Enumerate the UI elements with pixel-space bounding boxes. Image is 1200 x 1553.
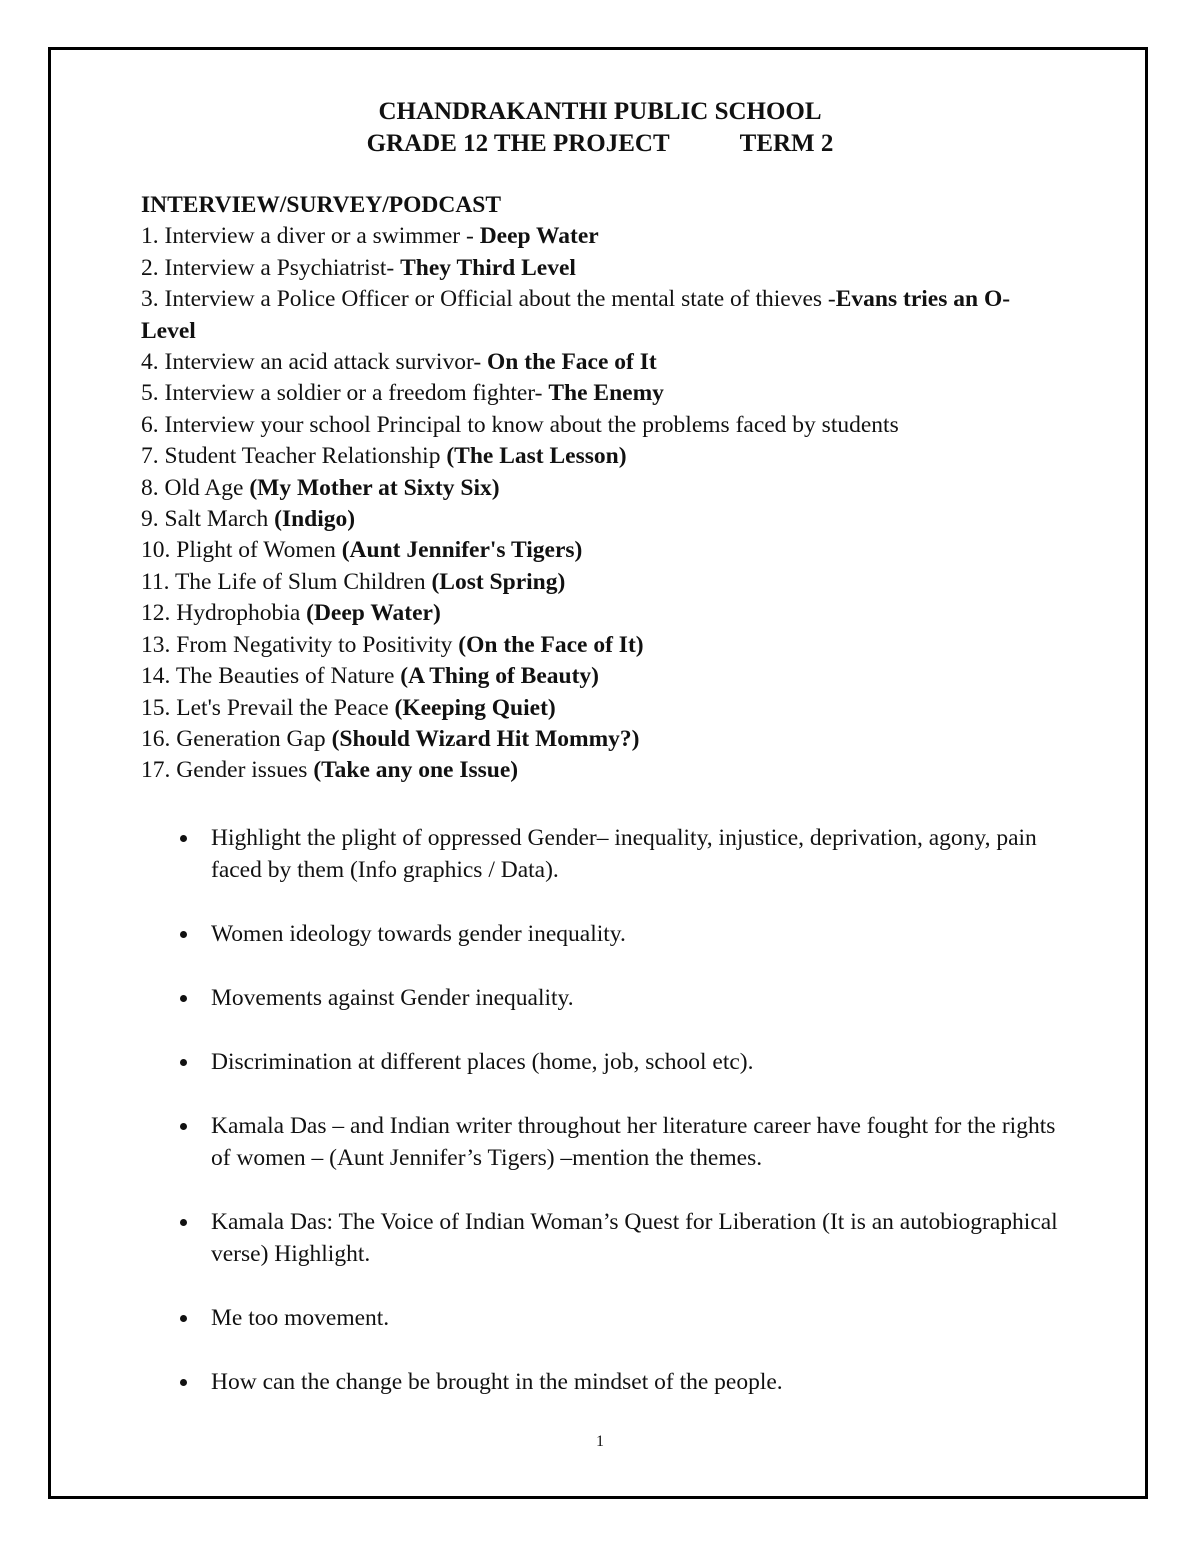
list-item: 3. Interview a Police Officer or Official about the mental state of thieves -Evans tries an O- Level: [141, 286, 1011, 344]
list-item: 13. From Negativity to Positivity (On the Face of It): [141, 631, 644, 658]
document-header: [0, 96, 1200, 160]
grade-line: [0, 128, 1200, 160]
list-item: 5. Interview a soldier or a freedom fighter- The Enemy: [141, 380, 664, 407]
grade-title: GRADE 12 THE PROJECT: [366, 130, 670, 157]
bullet-item: Me too movement.: [141, 1302, 1071, 1334]
list-item: 6. Interview your school Principal to know about the problems faced by students: [141, 411, 899, 438]
list-item: 17. Gender issues (Take any one Issue): [141, 757, 519, 784]
list-item: 1. Interview a diver or a swimmer - Deep Water: [141, 223, 599, 250]
page-number: 1: [596, 1433, 604, 1450]
bullet-icon: [180, 1059, 187, 1066]
list-item: 4. Interview an acid attack survivor- On the Face of It: [141, 349, 657, 376]
list-item: 7. Student Teacher Relationship (The Last Lesson): [141, 443, 627, 470]
list-item: 10. Plight of Women (Aunt Jennifer's Tigers): [141, 537, 583, 564]
bullet-icon: [180, 1219, 187, 1226]
list-item: 16. Generation Gap (Should Wizard Hit Mommy?): [141, 725, 640, 752]
school-name: CHANDRAKANTHI PUBLIC SCHOOL: [378, 98, 822, 125]
topic-list: [141, 190, 1041, 787]
list-item: 12. Hydrophobia (Deep Water): [141, 600, 441, 627]
gender-issues-bullets: [141, 822, 1071, 1430]
bullet-item: Kamala Das – and Indian writer throughout her literature career have fought for the rights of women – (Aunt Jennifer’s Tigers) –mention the themes.: [141, 1110, 1071, 1174]
bullet-item: Discrimination at different places (home, job, school etc).: [141, 1046, 1071, 1078]
bullet-item: Kamala Das: The Voice of Indian Woman’s Quest for Liberation (It is an autobiographical verse) Highlight.: [141, 1206, 1071, 1270]
bullet-icon: [180, 835, 187, 842]
bullet-item: Highlight the plight of oppressed Gender– inequality, injustice, deprivation, agony, pain faced by them (Info graphics / Data).: [141, 822, 1071, 886]
list-item: 2. Interview a Psychiatrist- They Third Level: [141, 254, 576, 281]
list-item: 8. Old Age (My Mother at Sixty Six): [141, 474, 500, 501]
list-item: 11. The Life of Slum Children (Lost Spring): [141, 568, 566, 595]
list-item: 15. Let's Prevail the Peace (Keeping Quiet): [141, 694, 556, 721]
bullet-item: How can the change be brought in the mindset of the people.: [141, 1366, 1071, 1398]
bullet-icon: [180, 1315, 187, 1322]
list-item: 14. The Beauties of Nature (A Thing of Beauty): [141, 663, 599, 690]
list-item: 9. Salt March (Indigo): [141, 506, 356, 533]
term-label: TERM 2: [739, 130, 834, 157]
bullet-item: Movements against Gender inequality.: [141, 982, 1071, 1014]
section-title: INTERVIEW/SURVEY/PODCAST: [141, 192, 502, 218]
bullet-item: Women ideology towards gender inequality.: [141, 918, 1071, 950]
bullet-icon: [180, 1123, 187, 1130]
bullet-icon: [180, 995, 187, 1002]
bullet-icon: [180, 931, 187, 938]
bullet-icon: [180, 1379, 187, 1386]
